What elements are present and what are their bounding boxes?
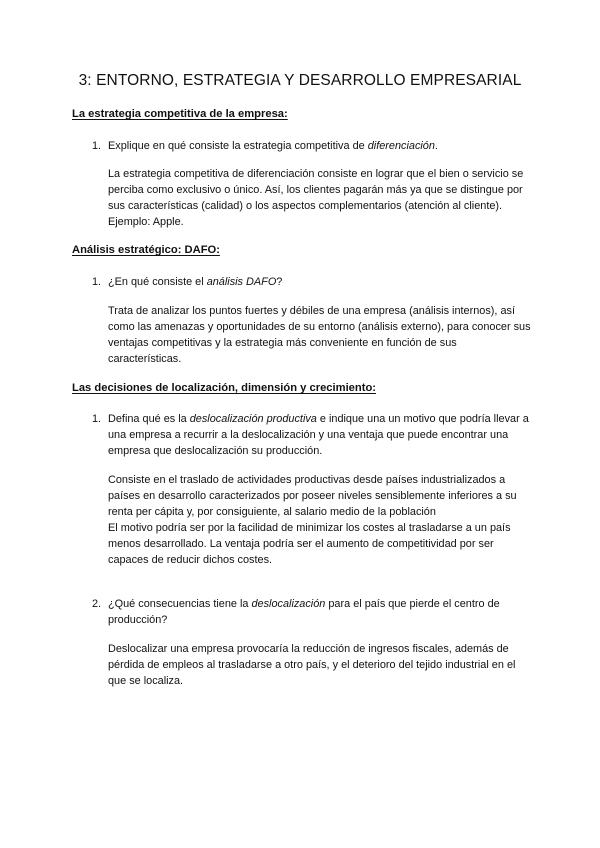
question-item: [92, 274, 532, 290]
question-emphasis: diferenciación: [367, 140, 435, 152]
question-emphasis: deslocalización: [251, 598, 326, 610]
section-heading-dafo: Análisis estratégico: DAFO:: [72, 244, 220, 256]
answer-paragraph: El motivo podría ser por la facilidad de minimizar los costes al trasladarse a un país menos desarrollado. La ventaja podría ser el aumento de competitividad por ser capaces de reducir dichos costes.: [108, 522, 511, 566]
question-suffix: e indique una un motivo que podría llevar a una empresa a recurrir a la deslocalización y una ventaja que puede encontrar una empresa que deslocalización su producción.: [108, 413, 529, 457]
question-number: 1.: [92, 140, 102, 152]
question-suffix: .: [434, 140, 438, 152]
question-item: [92, 596, 532, 628]
question-emphasis: deslocalización productiva: [189, 413, 317, 425]
question-prefix: Defina qué es la: [108, 413, 190, 425]
question-emphasis: análisis DAFO: [206, 276, 277, 288]
question-text: [108, 138, 532, 154]
question-suffix: para el país que pierde el centro de producción?: [108, 598, 500, 626]
question-number: 1.: [92, 276, 102, 288]
answer-block: [108, 472, 532, 568]
answer-paragraph: Consiste en el traslado de actividades productivas desde países industrializados a países en desarrollo caracterizados por poseer niveles sensiblemente inferiores a su renta per cápita y, por consiguiente, al salario medio de la población: [108, 474, 517, 518]
answer-block: [108, 641, 532, 689]
section-heading-localization: Las decisiones de localización, dimensión y crecimiento:: [72, 382, 377, 394]
question-prefix: ¿Qué consecuencias tiene la: [108, 598, 252, 610]
answer-block: [108, 166, 532, 230]
answer-paragraph: Deslocalizar una empresa provocaría la reducción de ingresos fiscales, además de pérdida de empleos al trasladarse a otro país, y el deterioro del tejido industrial en el que se localiza.: [108, 643, 516, 687]
question-text: [108, 596, 532, 628]
question-item: [92, 411, 532, 459]
question-number: 1.: [92, 413, 102, 425]
question-text: [108, 274, 532, 290]
answer-block: [108, 303, 532, 367]
question-suffix: ?: [276, 276, 283, 288]
question-text: [108, 411, 532, 459]
answer-paragraph: Trata de analizar los puntos fuertes y débiles de una empresa (análisis internos), así como las amenazas y oportunidades de su entorno (análisis externo), para conocer sus ventajas competitivas y la estrategia más conveniente en función de sus características.: [108, 305, 531, 365]
question-prefix: ¿En qué consiste el: [108, 276, 207, 288]
question-item: [92, 138, 532, 154]
question-prefix: Explique en qué consiste la estrategia competitiva de: [108, 140, 368, 152]
answer-paragraph: La estrategia competitiva de diferenciación consiste en lograr que el bien o servicio se perciba como exclusivo o único. Así, los clientes pagarán más ya que se distingue por sus características (calidad) o los aspectos complementarios (atención al cliente). Ejemplo: Apple.: [108, 168, 524, 228]
question-number: 2.: [92, 598, 102, 610]
page-title: 3: ENTORNO, ESTRATEGIA Y DESARROLLO EMPRESARIAL: [78, 72, 522, 89]
section-heading-competitive-strategy: La estrategia competitiva de la empresa:: [72, 108, 288, 120]
